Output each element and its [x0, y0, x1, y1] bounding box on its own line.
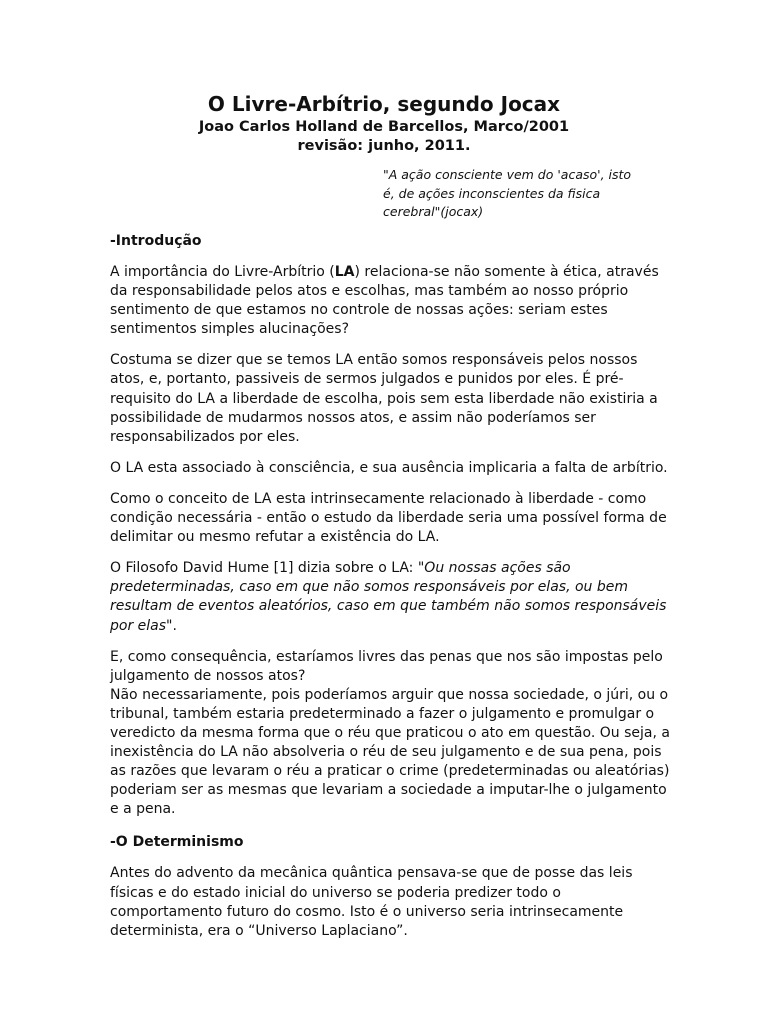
epigraph-quote: "A ação consciente vem do 'acaso', isto é, de ações inconscientes da fisica cerebral"(jocax) — [383, 167, 632, 219]
paragraph-6: E, como consequência, estaríamos livres das penas que nos são impostas pelo julgamento de nossos atos? — [110, 648, 663, 684]
paragraph-1-text-b: ) relaciona-se não somente à ética, através da responsabilidade pelos atos e escolhas, mas também ao nosso próprio sentimento de que estamos no controle de nossas ações: seriam estes sentimentos simples alucinações? — [110, 264, 659, 338]
revision-line: revisão: junho, 2011. — [297, 138, 471, 154]
document-body — [110, 230, 670, 953]
paragraph-8: Antes do advento da mecânica quântica pensava-se que de posse das leis físicas e do estado inicial do universo se poderia predizer todo o comportamento futuro do cosmo. Isto é o universo seria intrinsecamente determinista, era o “Universo Laplaciano”. — [110, 865, 633, 939]
section-heading-determinism: -O Determinismo — [110, 834, 244, 851]
author-line: Joao Carlos Holland de Barcellos, Marco/2001 — [198, 119, 570, 135]
paragraph-5-text-a: O Filosofo David Hume [1] dizia sobre o LA: " — [110, 560, 425, 577]
paragraph-1 — [110, 263, 670, 339]
paragraph-7: Não necessariamente, pois poderíamos arguir que nossa sociedade, o júri, ou o tribunal, também estaria predeterminado a fazer o julgamento e promulgar o veredicto da mesma forma que o réu que praticou o ato em questão. Ou seja, a inexistência do LA não absolveria o réu de seu julgamento e de sua pena, pois as razões que levaram o réu a praticar o crime (predeterminadas ou aleatórias) poderiam ser as mesmas que levariam a sociedade a imputar-lhe o julgamento e a pena. — [110, 686, 670, 818]
section-heading-introduction: -Introdução — [110, 233, 202, 249]
document-title: O Livre-Arbítrio, segundo Jocax — [207, 92, 561, 116]
paragraph-4: Como o conceito de LA esta intrinsecamente relacionado à liberdade - como condição necessária - então o estudo da liberdade seria uma possível forma de delimitar ou mesmo refutar a existência do LA. — [110, 490, 667, 546]
paragraph-1-text-a: A importância do Livre-Arbítrio ( — [110, 264, 335, 280]
paragraph-2: Costuma se dizer que se temos LA então somos responsáveis pelos nossos atos, e, portanto, passiveis de sermos julgados e punidos por eles. É pré-requisito do LA a liberdade de escolha, pois sem esta liberdade não existiria a possibilidade de mudarmos nossos atos, e assim não poderíamos ser responsabilizados por eles. — [110, 352, 658, 445]
paragraph-5-text-b: ". — [166, 617, 177, 634]
paragraph-5 — [110, 559, 670, 635]
paragraph-3: O LA esta associado à consciência, e sua ausência implicaria a falta de arbítrio. — [110, 459, 668, 476]
hume-quote: Ou nossas ações são predeterminadas, caso em que não somos responsáveis por elas, ou bem resultam de eventos aleatórios, caso em que também não somos responsáveis por elas — [110, 560, 667, 634]
la-abbreviation: LA — [334, 264, 355, 280]
